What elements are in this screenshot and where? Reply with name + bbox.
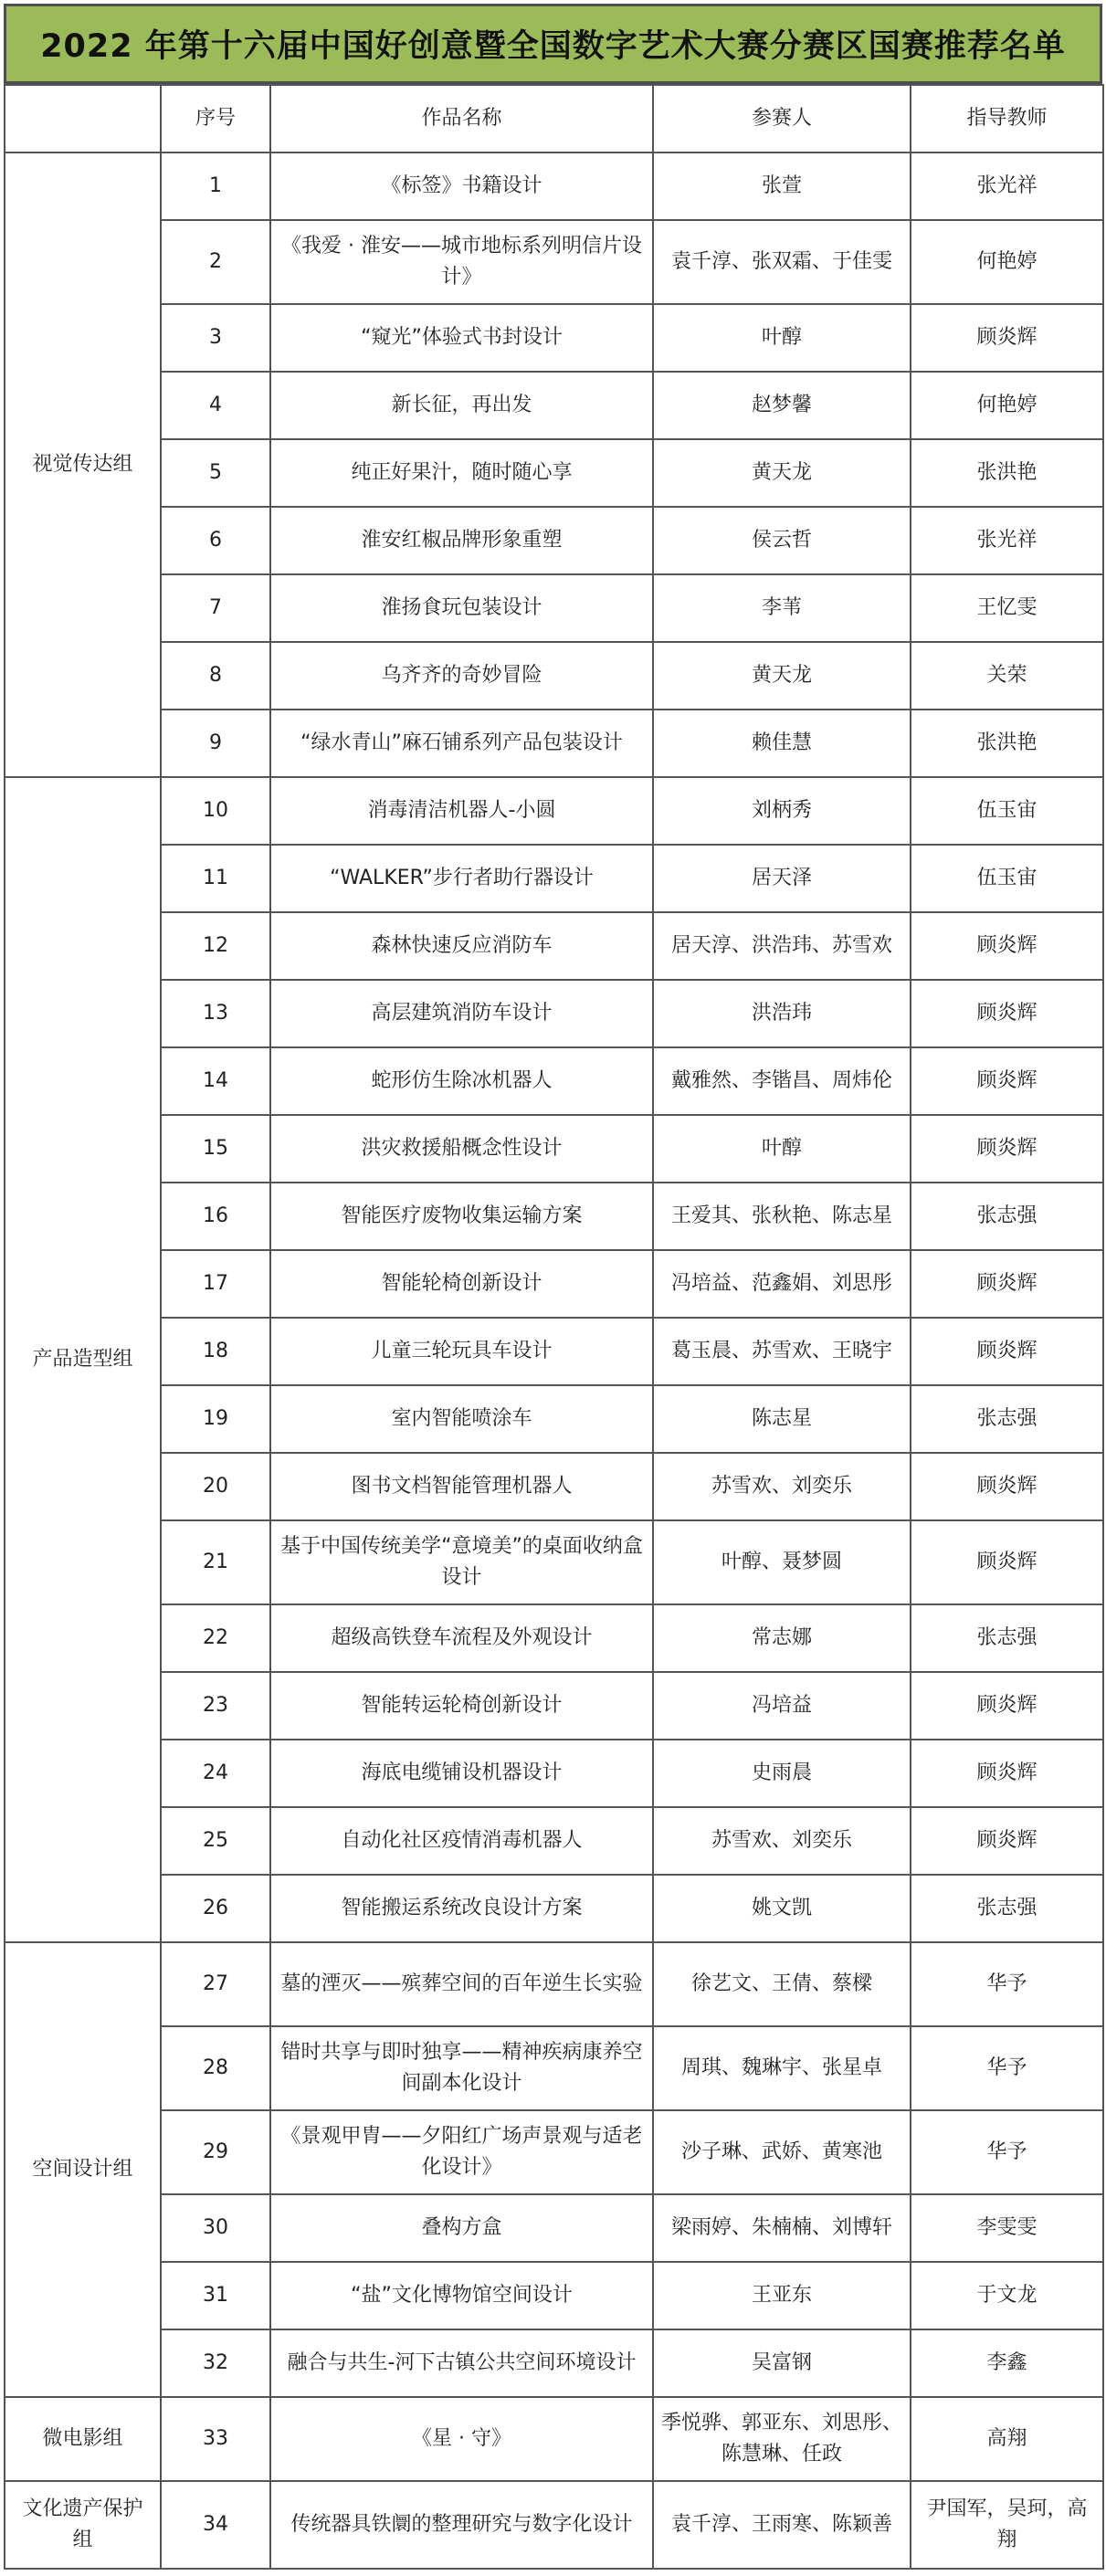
teacher-cell: 顾炎辉 bbox=[911, 1318, 1103, 1385]
entrant-cell: 袁千淳、张双霜、于佳雯 bbox=[653, 220, 911, 304]
work-title-cell: 智能医疗废物收集运输方案 bbox=[270, 1183, 653, 1250]
work-title-cell: 智能轮椅创新设计 bbox=[270, 1250, 653, 1318]
row-number-cell: 18 bbox=[161, 1318, 270, 1385]
work-title-cell: 《标签》书籍设计 bbox=[270, 152, 653, 220]
teacher-cell: 伍玉宙 bbox=[911, 777, 1103, 845]
teacher-cell: 华予 bbox=[911, 1942, 1103, 2026]
table-row bbox=[5, 1740, 1103, 1807]
work-title-cell: “WALKER”步行者助行器设计 bbox=[270, 845, 653, 912]
table-body bbox=[5, 152, 1103, 2569]
work-title-cell: 乌齐齐的奇妙冒险 bbox=[270, 642, 653, 710]
entrant-cell: 吴富钢 bbox=[653, 2329, 911, 2397]
group-name-cell: 文化遗产保护组 bbox=[5, 2481, 161, 2569]
row-number-cell: 25 bbox=[161, 1807, 270, 1875]
teacher-cell: 张志强 bbox=[911, 1604, 1103, 1672]
group-name-cell: 微电影组 bbox=[5, 2397, 161, 2481]
table-row bbox=[5, 372, 1103, 439]
row-number-cell: 24 bbox=[161, 1740, 270, 1807]
group-name-cell: 视觉传达组 bbox=[5, 152, 161, 777]
work-title-cell: 儿童三轮玩具车设计 bbox=[270, 1318, 653, 1385]
work-title-cell: 淮安红椒品牌形象重塑 bbox=[270, 507, 653, 574]
row-number-cell: 2 bbox=[161, 220, 270, 304]
row-number-cell: 13 bbox=[161, 980, 270, 1047]
entrant-cell: 苏雪欢、刘奕乐 bbox=[653, 1453, 911, 1520]
entrant-cell: 姚文凯 bbox=[653, 1875, 911, 1942]
teacher-cell: 顾炎辉 bbox=[911, 1520, 1103, 1604]
work-title-cell: “绿水青山”麻石铺系列产品包装设计 bbox=[270, 710, 653, 777]
entrant-cell: 叶醇 bbox=[653, 304, 911, 372]
table-row bbox=[5, 912, 1103, 980]
row-number-cell: 19 bbox=[161, 1385, 270, 1453]
entrant-cell: 黄天龙 bbox=[653, 439, 911, 507]
work-title-cell: 《我爱 · 淮安——城市地标系列明信片设计》 bbox=[270, 220, 653, 304]
entrant-cell: 叶醇 bbox=[653, 1115, 911, 1183]
entrant-cell: 袁千淳、王雨寒、陈颖善 bbox=[653, 2481, 911, 2569]
row-number-cell: 23 bbox=[161, 1672, 270, 1740]
work-title-cell: 传统器具铁阛的整理研究与数字化设计 bbox=[270, 2481, 653, 2569]
page-title: 2022 年第十六届中国好创意暨全国数字艺术大赛分赛区国赛推荐名单 bbox=[4, 4, 1102, 84]
row-number-cell: 12 bbox=[161, 912, 270, 980]
table-row bbox=[5, 980, 1103, 1047]
table-row bbox=[5, 220, 1103, 304]
table-row bbox=[5, 1942, 1103, 2026]
row-number-cell: 14 bbox=[161, 1047, 270, 1115]
group-name-cell: 空间设计组 bbox=[5, 1942, 161, 2397]
entrant-cell: 张萱 bbox=[653, 152, 911, 220]
table-row bbox=[5, 1047, 1103, 1115]
work-title-cell: 基于中国传统美学“意境美”的桌面收纳盒设计 bbox=[270, 1520, 653, 1604]
entrant-cell: 周琪、魏琳宇、张星卓 bbox=[653, 2026, 911, 2110]
teacher-cell: 何艳婷 bbox=[911, 220, 1103, 304]
teacher-cell: 顾炎辉 bbox=[911, 304, 1103, 372]
entrant-cell: 赖佳慧 bbox=[653, 710, 911, 777]
group-name-cell: 产品造型组 bbox=[5, 777, 161, 1942]
table-row bbox=[5, 1875, 1103, 1942]
entrant-cell: 王爱其、张秋艳、陈志星 bbox=[653, 1183, 911, 1250]
table-row bbox=[5, 1115, 1103, 1183]
teacher-cell: 王忆雯 bbox=[911, 574, 1103, 642]
header-teacher: 指导教师 bbox=[911, 85, 1103, 152]
work-title-cell: 消毒清洁机器人-小圆 bbox=[270, 777, 653, 845]
row-number-cell: 29 bbox=[161, 2110, 270, 2194]
teacher-cell: 李雯雯 bbox=[911, 2194, 1103, 2262]
teacher-cell: 华予 bbox=[911, 2026, 1103, 2110]
entrant-cell: 刘柄秀 bbox=[653, 777, 911, 845]
teacher-cell: 顾炎辉 bbox=[911, 912, 1103, 980]
work-title-cell: 自动化社区疫情消毒机器人 bbox=[270, 1807, 653, 1875]
teacher-cell: 张光祥 bbox=[911, 152, 1103, 220]
work-title-cell: 高层建筑消防车设计 bbox=[270, 980, 653, 1047]
table-row bbox=[5, 1520, 1103, 1604]
work-title-cell: 错时共享与即时独享——精神疾病康养空间副本化设计 bbox=[270, 2026, 653, 2110]
entrant-cell: 徐艺文、王倩、蔡樑 bbox=[653, 1942, 911, 2026]
entrant-cell: 史雨晨 bbox=[653, 1740, 911, 1807]
teacher-cell: 关荣 bbox=[911, 642, 1103, 710]
teacher-cell: 张志强 bbox=[911, 1183, 1103, 1250]
table-row bbox=[5, 1250, 1103, 1318]
header-group bbox=[5, 85, 161, 152]
teacher-cell: 张光祥 bbox=[911, 507, 1103, 574]
entrant-cell: 陈志星 bbox=[653, 1385, 911, 1453]
entrant-cell: 王亚东 bbox=[653, 2262, 911, 2329]
teacher-cell: 顾炎辉 bbox=[911, 1807, 1103, 1875]
entrant-cell: 冯培益 bbox=[653, 1672, 911, 1740]
row-number-cell: 3 bbox=[161, 304, 270, 372]
entrant-cell: 黄天龙 bbox=[653, 642, 911, 710]
entrant-cell: 居天泽 bbox=[653, 845, 911, 912]
row-number-cell: 15 bbox=[161, 1115, 270, 1183]
table-row bbox=[5, 152, 1103, 220]
table-row bbox=[5, 2262, 1103, 2329]
entrant-cell: 常志娜 bbox=[653, 1604, 911, 1672]
row-number-cell: 5 bbox=[161, 439, 270, 507]
work-title-cell: 纯正好果汁，随时随心享 bbox=[270, 439, 653, 507]
work-title-cell: 图书文档智能管理机器人 bbox=[270, 1453, 653, 1520]
table-row bbox=[5, 1385, 1103, 1453]
work-title-cell: 超级高铁登车流程及外观设计 bbox=[270, 1604, 653, 1672]
row-number-cell: 32 bbox=[161, 2329, 270, 2397]
table-row bbox=[5, 845, 1103, 912]
table-row bbox=[5, 304, 1103, 372]
row-number-cell: 7 bbox=[161, 574, 270, 642]
work-title-cell: 叠构方盒 bbox=[270, 2194, 653, 2262]
recommendation-table bbox=[4, 84, 1104, 2570]
teacher-cell: 顾炎辉 bbox=[911, 1453, 1103, 1520]
entrant-cell: 葛玉晨、苏雪欢、王晓宇 bbox=[653, 1318, 911, 1385]
row-number-cell: 34 bbox=[161, 2481, 270, 2569]
row-number-cell: 30 bbox=[161, 2194, 270, 2262]
teacher-cell: 顾炎辉 bbox=[911, 1047, 1103, 1115]
row-number-cell: 20 bbox=[161, 1453, 270, 1520]
entrant-cell: 冯培益、范鑫娟、刘思彤 bbox=[653, 1250, 911, 1318]
header-no: 序号 bbox=[161, 85, 270, 152]
teacher-cell: 华予 bbox=[911, 2110, 1103, 2194]
table-row bbox=[5, 777, 1103, 845]
row-number-cell: 4 bbox=[161, 372, 270, 439]
entrant-cell: 季悦骅、郭亚东、刘思彤、陈慧琳、任政 bbox=[653, 2397, 911, 2481]
teacher-cell: 顾炎辉 bbox=[911, 1740, 1103, 1807]
row-number-cell: 33 bbox=[161, 2397, 270, 2481]
table-row bbox=[5, 439, 1103, 507]
table-row bbox=[5, 574, 1103, 642]
teacher-cell: 伍玉宙 bbox=[911, 845, 1103, 912]
table-row bbox=[5, 2194, 1103, 2262]
recommendation-sheet bbox=[4, 4, 1102, 2570]
table-row bbox=[5, 1672, 1103, 1740]
row-number-cell: 8 bbox=[161, 642, 270, 710]
table-header-row bbox=[5, 85, 1103, 152]
teacher-cell: 顾炎辉 bbox=[911, 1115, 1103, 1183]
header-entrant: 参赛人 bbox=[653, 85, 911, 152]
work-title-cell: 室内智能喷涂车 bbox=[270, 1385, 653, 1453]
entrant-cell: 侯云哲 bbox=[653, 507, 911, 574]
row-number-cell: 26 bbox=[161, 1875, 270, 1942]
work-title-cell: “盐”文化博物馆空间设计 bbox=[270, 2262, 653, 2329]
table-row bbox=[5, 2397, 1103, 2481]
table-row bbox=[5, 710, 1103, 777]
row-number-cell: 28 bbox=[161, 2026, 270, 2110]
table-row bbox=[5, 1453, 1103, 1520]
teacher-cell: 顾炎辉 bbox=[911, 1672, 1103, 1740]
entrant-cell: 洪浩玮 bbox=[653, 980, 911, 1047]
table-row bbox=[5, 2110, 1103, 2194]
teacher-cell: 张志强 bbox=[911, 1875, 1103, 1942]
teacher-cell: 高翔 bbox=[911, 2397, 1103, 2481]
teacher-cell: 尹国军，吴珂，高翔 bbox=[911, 2481, 1103, 2569]
row-number-cell: 27 bbox=[161, 1942, 270, 2026]
work-title-cell: 新长征，再出发 bbox=[270, 372, 653, 439]
work-title-cell: 洪灾救援船概念性设计 bbox=[270, 1115, 653, 1183]
row-number-cell: 1 bbox=[161, 152, 270, 220]
work-title-cell: 淮扬食玩包装设计 bbox=[270, 574, 653, 642]
work-title-cell: 海底电缆铺设机器设计 bbox=[270, 1740, 653, 1807]
table-row bbox=[5, 2329, 1103, 2397]
teacher-cell: 张志强 bbox=[911, 1385, 1103, 1453]
work-title-cell: 融合与共生-河下古镇公共空间环境设计 bbox=[270, 2329, 653, 2397]
teacher-cell: 李鑫 bbox=[911, 2329, 1103, 2397]
row-number-cell: 9 bbox=[161, 710, 270, 777]
row-number-cell: 21 bbox=[161, 1520, 270, 1604]
work-title-cell: 森林快速反应消防车 bbox=[270, 912, 653, 980]
row-number-cell: 11 bbox=[161, 845, 270, 912]
entrant-cell: 戴雅然、李锴昌、周炜伦 bbox=[653, 1047, 911, 1115]
work-title-cell: 《星 · 守》 bbox=[270, 2397, 653, 2481]
row-number-cell: 31 bbox=[161, 2262, 270, 2329]
table-row bbox=[5, 1604, 1103, 1672]
row-number-cell: 22 bbox=[161, 1604, 270, 1672]
teacher-cell: 张洪艳 bbox=[911, 710, 1103, 777]
teacher-cell: 何艳婷 bbox=[911, 372, 1103, 439]
teacher-cell: 张洪艳 bbox=[911, 439, 1103, 507]
work-title-cell: 智能搬运系统改良设计方案 bbox=[270, 1875, 653, 1942]
work-title-cell: 《景观甲胄——夕阳红广场声景观与适老化设计》 bbox=[270, 2110, 653, 2194]
table-row bbox=[5, 642, 1103, 710]
table-row bbox=[5, 2026, 1103, 2110]
work-title-cell: “窥光”体验式书封设计 bbox=[270, 304, 653, 372]
teacher-cell: 顾炎辉 bbox=[911, 980, 1103, 1047]
entrant-cell: 沙子琳、武娇、黄寒池 bbox=[653, 2110, 911, 2194]
table-row bbox=[5, 507, 1103, 574]
table-row bbox=[5, 1318, 1103, 1385]
table-row bbox=[5, 1183, 1103, 1250]
row-number-cell: 16 bbox=[161, 1183, 270, 1250]
teacher-cell: 顾炎辉 bbox=[911, 1250, 1103, 1318]
row-number-cell: 6 bbox=[161, 507, 270, 574]
row-number-cell: 10 bbox=[161, 777, 270, 845]
entrant-cell: 叶醇、聂梦圆 bbox=[653, 1520, 911, 1604]
row-number-cell: 17 bbox=[161, 1250, 270, 1318]
header-work: 作品名称 bbox=[270, 85, 653, 152]
teacher-cell: 于文龙 bbox=[911, 2262, 1103, 2329]
entrant-cell: 梁雨婷、朱楠楠、刘博轩 bbox=[653, 2194, 911, 2262]
entrant-cell: 居天淳、洪浩玮、苏雪欢 bbox=[653, 912, 911, 980]
entrant-cell: 赵梦馨 bbox=[653, 372, 911, 439]
work-title-cell: 智能转运轮椅创新设计 bbox=[270, 1672, 653, 1740]
entrant-cell: 苏雪欢、刘奕乐 bbox=[653, 1807, 911, 1875]
work-title-cell: 蛇形仿生除冰机器人 bbox=[270, 1047, 653, 1115]
table-row bbox=[5, 2481, 1103, 2569]
entrant-cell: 李苇 bbox=[653, 574, 911, 642]
work-title-cell: 墓的湮灭——殡葬空间的百年逆生长实验 bbox=[270, 1942, 653, 2026]
table-row bbox=[5, 1807, 1103, 1875]
